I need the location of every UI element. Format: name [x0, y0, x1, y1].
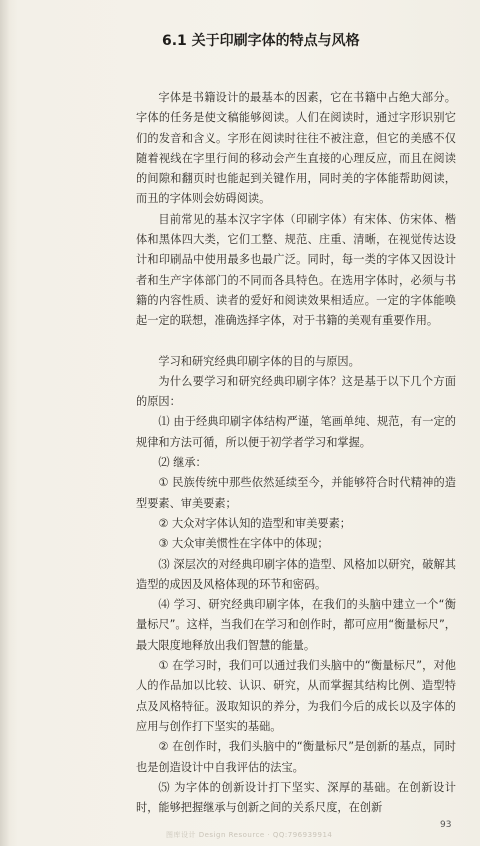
paragraph-reason-2: ⑵ 继承： [158, 456, 207, 470]
paragraph-font-types: 目前常见的基本汉字字体（印刷字体）有宋体、仿宋体、楷体和黑体四大类，它们工整、规范、庄重、清晰，在视觉传达设计和印刷品中使用最多也最广泛。同时，每一类的字体又因设计者和生产字体部门的不同而各具特色。在选用字体时，必须与书籍的内容性质、读者的爱好和阅读效果相适应。一定的字体能唤起一定的联想，准确选择字体，对于书籍的美观有重要作用。 [136, 212, 456, 328]
page-number: 93 [440, 820, 452, 830]
paragraph-intro: 字体是书籍设计的最基本的因素，它在书籍中占绝大部分。字体的任务是使文稿能够阅读。人们在阅读时，通过字形识别它们的发音和含义。字形在阅读时往往不被注意，但它的美感不仅随着视线在字里行间的移动会产生直接的心理反应，而且在阅读的间隙和翻页时也能起到关键作用，同时美的字体能帮助阅读，而丑的字体则会妨碍阅读。 [136, 91, 456, 206]
paragraph-inherit-1: ① 民族传统中那些依然延续至今，并能够符合时代精神的造型要素、审美要素； [136, 476, 456, 510]
paragraph-reason-5: ⑸ 为字体的创新设计打下坚实、深厚的基础。在创新设计时，能够把握继承与创新之间的关系尺度，在创新 [136, 780, 456, 815]
section-title: 6.1 关于印刷字体的特点与风格 [162, 33, 360, 49]
paragraph-inherit-3: ③ 大众审美惯性在字体中的体现； [158, 537, 329, 551]
paragraph-reason-3: ⑶ 深层次的对经典印刷字体的造型、风格加以研究，破解其造型的成因及风格体现的环节和密码。 [136, 557, 456, 591]
spine-shadow [0, 0, 10, 846]
paragraph-ruler-1: ① 在学习时，我们可以通过我们头脑中的“衡量标尺”，对他人的作品加以比较、认识、研究，从而掌握其结构比例、造型特点及风格特征。汲取知识的养分，为我们今后的成长以及字体的应用与创作打下坚实的基础。 [136, 659, 456, 733]
body-text [136, 88, 456, 818]
footer-watermark: 图库设计 Design Resource · QQ:796939914 [166, 831, 333, 839]
paragraph-ruler-2: ② 在创作时，我们头脑中的“衡量标尺”是创新的基点，同时也是创造设计中自我评估的法宝。 [136, 740, 456, 774]
paragraph-purpose-heading: 学习和研究经典印刷字体的目的与原因。 [158, 354, 360, 368]
paragraph-why: 为什么要学习和研究经典印刷字体？这是基于以下几个方面的原因： [136, 374, 456, 409]
paragraph-reason-4: ⑷ 学习、研究经典印刷字体，在我们的头脑中建立一个“衡量标尺”。这样，当我们在学习和创作时，都可应用“衡量标尺”，最大限度地释放出我们智慧的能量。 [136, 598, 456, 652]
paragraph-reason-1: ⑴ 由于经典印刷字体结构严谨，笔画单纯、规范，有一定的规律和方法可循，所以便于初学者学习和掌握。 [136, 415, 456, 449]
paragraph-inherit-2: ② 大众对字体认知的造型和审美要素； [158, 516, 351, 530]
